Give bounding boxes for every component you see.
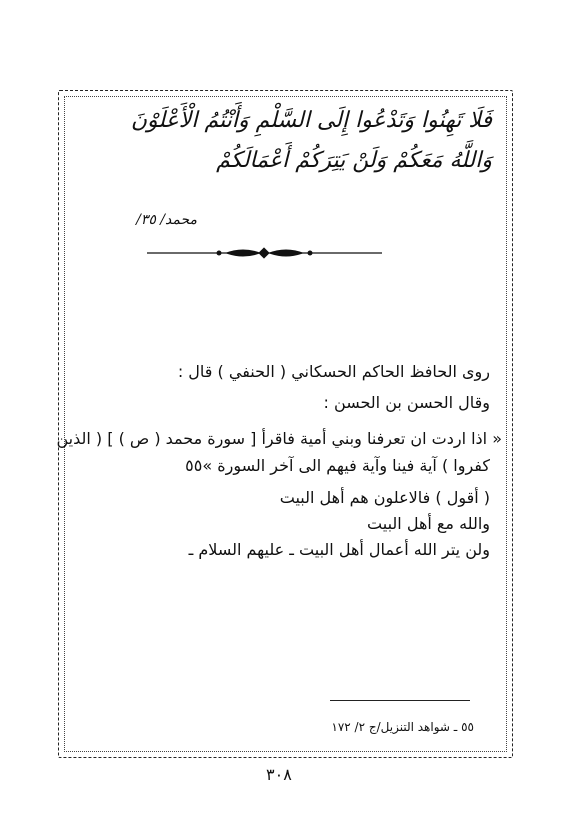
narration-line: وقال الحسن بن الحسن :: [323, 393, 490, 412]
commentary-line: والله مع أهل البيت: [367, 514, 490, 533]
quotation-line: كفروا ) آية فينا وآية فيهم الى آخر السورة »٥٥: [185, 456, 490, 475]
ornamental-divider: [147, 246, 382, 260]
inner-border: [64, 96, 507, 752]
verse-reference: محمد/ ٣٥/: [136, 212, 197, 228]
quran-verse-line-1: فَلَا تَهِنُوا وَتَدْعُوا إِلَى السَّلْمِ وَأَنْتُمُ الْأَعْلَوْنَ: [130, 108, 492, 133]
footnote-text: ٥٥ ـ شواهد التنزيل/ج ٢/ ١٧٢: [331, 720, 474, 734]
footnote-divider: [330, 700, 470, 701]
page-number: ٣٠٨: [266, 765, 292, 784]
commentary-line: ولن يتر الله أعمال أهل البيت ـ عليهم السلام ـ: [188, 540, 490, 559]
commentary-line: ( أقول ) فالاعلون هم أهل البيت: [279, 488, 490, 507]
narration-line: روى الحافظ الحاكم الحسكاني ( الحنفي ) قال :: [177, 362, 490, 381]
quotation-line: « اذا اردت ان تعرفنا وبني أمية فاقرأ [ سورة محمد ( ص ) ] ( الذين: [56, 429, 502, 448]
quran-verse-line-2: وَاللَّهُ مَعَكُمْ وَلَنْ يَتِرَكُمْ أَعْمَالَكُمْ: [216, 148, 492, 173]
